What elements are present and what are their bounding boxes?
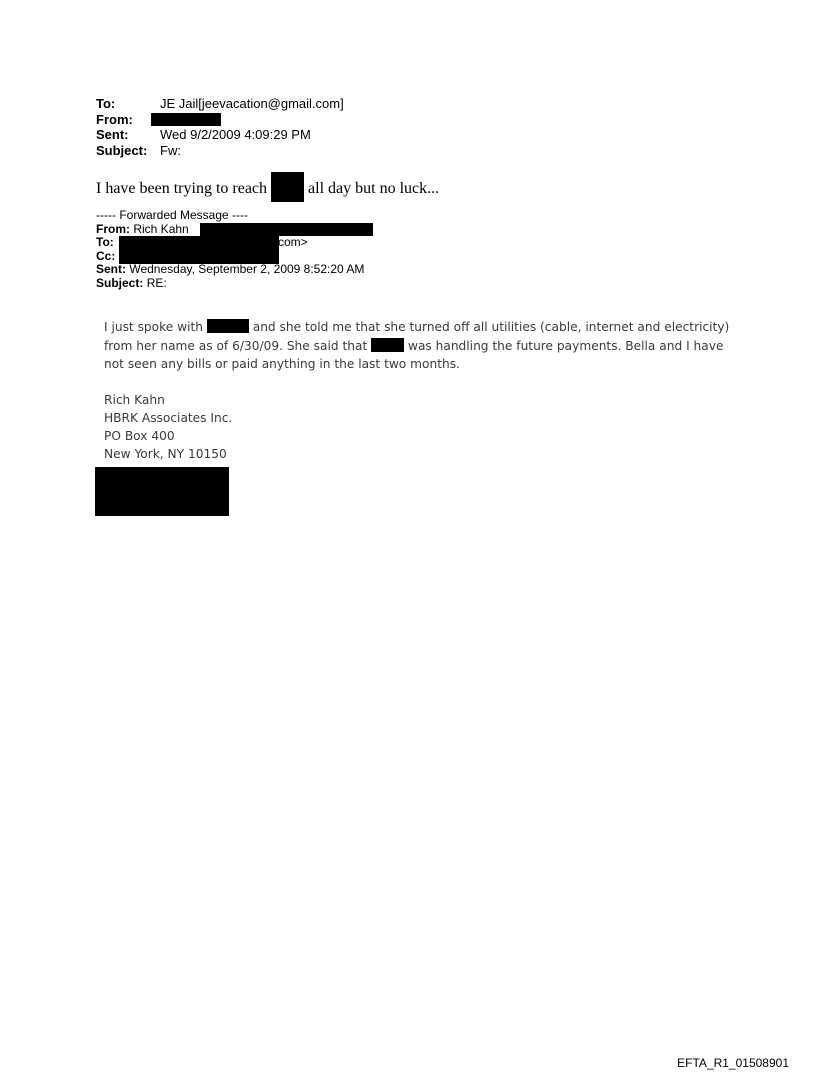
sent-value: Wed 9/2/2009 4:09:29 PM <box>160 127 311 142</box>
fwd-cc-label: Cc: <box>96 248 116 263</box>
fwd-from-value: Rich Kahn <box>133 221 189 236</box>
message-text: I just spoke with <box>104 320 203 334</box>
signature-city: New York, NY 10150 <box>104 447 227 461</box>
header-sent-row <box>96 127 344 143</box>
redaction-box <box>371 338 404 352</box>
document-id: EFTA_R1_01508901 <box>677 1056 789 1070</box>
header-to-row <box>96 96 344 112</box>
forwarded-sent-row <box>96 263 364 277</box>
redaction-box <box>271 172 304 202</box>
from-label: From: <box>96 111 133 127</box>
subject-label: Subject: <box>96 142 148 158</box>
forwarded-header <box>96 209 364 291</box>
message-text: and she told me that she turned off all utilities (cable, internet and electricity) <box>252 320 730 334</box>
message-line <box>104 337 729 356</box>
to-value: JE Jail[jeevacation@gmail.com] <box>160 96 344 111</box>
fwd-subject-value: RE: <box>146 275 167 290</box>
signature-name: Rich Kahn <box>104 393 165 407</box>
redaction-box <box>119 236 279 250</box>
fwd-to-tail: com> <box>278 235 308 250</box>
sent-label: Sent: <box>96 127 129 142</box>
email-header <box>96 96 344 158</box>
signature-block <box>104 391 232 463</box>
intro-line <box>96 172 439 202</box>
fwd-subject-label: Subject: <box>96 275 144 290</box>
subject-value: Fw: <box>160 142 181 158</box>
signature-po-box: PO Box 400 <box>104 429 175 443</box>
header-from-row <box>96 112 344 128</box>
message-text: was handling the future payments. Bella and I have <box>407 338 724 353</box>
to-label: To: <box>96 96 116 111</box>
intro-text-1: I have been trying to reach <box>96 180 268 197</box>
fwd-to-label: To: <box>96 235 114 250</box>
redaction-box <box>95 467 229 516</box>
message-text: from her name as of 6/30/09. She said that <box>104 338 368 353</box>
redaction-box <box>207 319 249 333</box>
message-line <box>104 318 729 337</box>
fwd-from-label: From: <box>96 221 130 236</box>
forwarded-banner: ----- Forwarded Message ---- <box>96 208 249 222</box>
forwarded-from-row <box>96 223 364 237</box>
message-body <box>104 318 729 374</box>
forwarded-subject-row <box>96 277 364 291</box>
header-subject-row <box>96 143 344 159</box>
message-line: not seen any bills or paid anything in the last two months. <box>104 357 460 371</box>
fwd-sent-label: Sent: <box>96 262 126 277</box>
redaction-box <box>200 223 373 236</box>
forwarded-cc-row <box>96 250 364 264</box>
intro-text-2: all day but no luck... <box>308 180 440 197</box>
signature-company: HBRK Associates Inc. <box>104 411 233 425</box>
fwd-sent-value: Wednesday, September 2, 2009 8:52:20 AM <box>129 262 365 277</box>
redaction-box <box>151 113 221 126</box>
forwarded-to-row <box>96 236 364 250</box>
